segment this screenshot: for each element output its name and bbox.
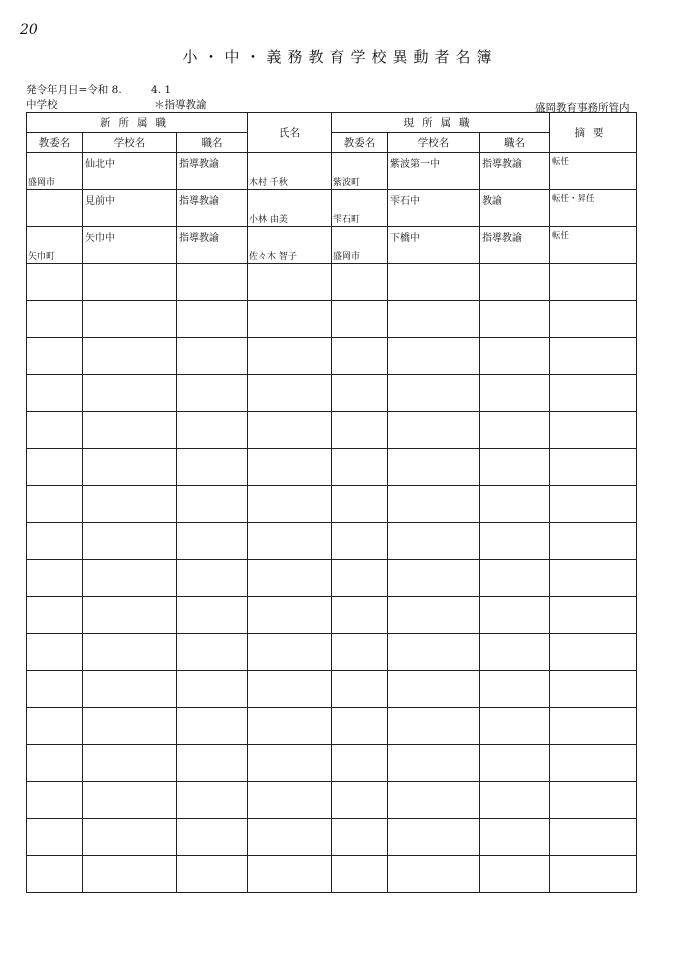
header-new-position: 職名 [177,133,248,153]
table-cell-empty [550,708,637,745]
header-current-board: 教委名 [332,133,388,153]
table-cell-empty [332,708,388,745]
table-cell-empty [27,264,83,301]
table-cell-empty [83,782,177,819]
table-cell-empty [177,745,248,782]
table-cell-empty [83,523,177,560]
table-cell-empty [388,782,480,819]
table-cell-empty [177,264,248,301]
table-cell-empty [332,375,388,412]
table-cell-empty [480,745,550,782]
table-row [27,227,637,264]
current-school: 下橋中 [390,233,420,244]
table-cell-empty [388,264,480,301]
table-cell-empty [27,671,83,708]
table-cell-empty [83,412,177,449]
table-cell-empty [332,412,388,449]
table-cell-empty [388,819,480,856]
header-new-affiliation: 新所属職 [27,113,248,133]
table-cell-empty [550,412,637,449]
header-current-position: 職名 [480,133,550,153]
table-cell-empty [177,412,248,449]
table-cell-empty [388,523,480,560]
table-cell-empty [248,708,332,745]
table-cell-empty [480,486,550,523]
new-position: 指導教諭 [179,196,219,207]
table-row-empty [27,412,637,449]
table-cell-empty [550,856,637,893]
table-cell-empty [27,560,83,597]
table-cell-empty [550,301,637,338]
table-cell-empty [27,449,83,486]
table-cell-empty [83,819,177,856]
table-cell-empty [332,671,388,708]
header-remarks: 摘要 [550,113,637,153]
table-cell-empty [388,412,480,449]
table-cell-empty [480,597,550,634]
table-cell-empty [332,523,388,560]
table-row-empty [27,338,637,375]
table-cell-empty [332,338,388,375]
table-cell-empty [388,671,480,708]
table-cell-empty [388,597,480,634]
table-cell-empty [248,264,332,301]
new-position: 指導教諭 [179,233,219,244]
table-row-empty [27,301,637,338]
table-cell-empty [248,597,332,634]
table-cell-empty [177,449,248,486]
table-cell-empty [27,412,83,449]
table-cell-empty [550,449,637,486]
table-cell-empty [83,634,177,671]
new-school: 見前中 [85,196,115,207]
table-cell-empty [177,486,248,523]
table-cell-empty [177,597,248,634]
table-cell-empty [83,597,177,634]
person-name: 木村 千秋 [249,178,288,188]
table-cell-empty [177,338,248,375]
current-position: 教諭 [482,196,502,207]
empty-rows [27,264,637,893]
table-cell-empty [27,523,83,560]
table-cell-empty [248,634,332,671]
table-cell-empty [480,634,550,671]
table-cell-empty [332,301,388,338]
current-position: 指導教諭 [482,233,522,244]
table-cell-empty [388,745,480,782]
table-cell-empty [332,819,388,856]
table-cell-empty [83,449,177,486]
table-cell-empty [248,412,332,449]
header-new-school: 学校名 [83,133,177,153]
issue-date-day: 1 [164,84,172,96]
table-row-empty [27,745,637,782]
table-cell-empty [177,375,248,412]
issue-date-year: 8. [111,84,122,96]
current-board: 紫波町 [333,178,361,188]
table-cell-empty [550,782,637,819]
table-cell-empty [480,449,550,486]
table-cell-empty [177,782,248,819]
header-current-affiliation: 現所属職 [332,113,550,133]
table-cell-empty [83,338,177,375]
table-cell-empty [480,708,550,745]
table-cell-empty [550,745,637,782]
table-cell-empty [550,523,637,560]
table-cell-empty [27,338,83,375]
remarks: 転任 [552,157,570,167]
table-cell-empty [83,745,177,782]
table-cell-empty [27,486,83,523]
table-cell-empty [248,301,332,338]
table-cell-empty [27,856,83,893]
table-cell-empty [480,523,550,560]
table-cell-empty [480,560,550,597]
table-cell-empty [83,301,177,338]
table-cell-empty [248,486,332,523]
new-board: 盛岡市 [28,178,56,188]
table-cell-empty [83,856,177,893]
header-name: 氏名 [248,113,332,153]
table-cell-empty [177,708,248,745]
table-cell-empty [248,375,332,412]
issue-date-label: 発令年月日=令和 [26,84,109,96]
current-school: 雫石中 [390,196,420,207]
table-cell-empty [550,634,637,671]
table-cell-empty [550,597,637,634]
table-cell-empty [83,671,177,708]
table-cell-empty [550,338,637,375]
table-cell-empty [248,560,332,597]
table-row-empty [27,782,637,819]
table-row-empty [27,523,637,560]
current-board: 雫石町 [333,215,361,225]
table-row [27,190,637,227]
table-cell-empty [550,819,637,856]
table-cell-empty [27,708,83,745]
table-cell-empty [550,560,637,597]
table-cell-empty [388,301,480,338]
table-cell-empty [388,560,480,597]
table-cell-empty [248,523,332,560]
table-cell-empty [83,708,177,745]
table-cell-empty [480,301,550,338]
table-cell-empty [27,782,83,819]
table-row-empty [27,819,637,856]
table-row-empty [27,856,637,893]
table-row [27,153,637,190]
table-row-empty [27,449,637,486]
table-cell-empty [480,671,550,708]
table-row-empty [27,264,637,301]
table-cell-empty [388,856,480,893]
new-school: 矢巾中 [85,233,115,244]
table-cell-empty [480,412,550,449]
office-name: 盛岡教育事務所管内 [535,102,630,114]
new-school: 仙北中 [85,159,115,170]
table-cell-empty [550,264,637,301]
table-cell-empty [248,745,332,782]
table-cell-empty [480,819,550,856]
table-cell-empty [177,819,248,856]
table-cell-empty [332,449,388,486]
header-current-school: 学校名 [388,133,480,153]
table-cell-empty [550,486,637,523]
table-cell-empty [332,856,388,893]
issue-date-month: 4. [151,84,162,96]
person-name: 小林 由美 [249,215,288,225]
table-row-empty [27,634,637,671]
table-cell-empty [332,264,388,301]
table-cell-empty [177,671,248,708]
table-cell-empty [480,338,550,375]
table-row-empty [27,560,637,597]
person-name: 佐々木 智子 [249,252,297,262]
new-position: 指導教諭 [179,159,219,170]
table-row-empty [27,708,637,745]
table-cell-empty [332,597,388,634]
table-row-empty [27,597,637,634]
table-cell-empty [550,671,637,708]
table-cell-empty [332,634,388,671]
table-cell-empty [177,634,248,671]
table-cell-empty [248,782,332,819]
table-cell-empty [177,301,248,338]
table-cell-empty [332,560,388,597]
table-cell-empty [248,449,332,486]
header-new-board: 教委名 [27,133,83,153]
school-type: 中学校 [26,99,58,111]
current-school: 紫波第一中 [390,159,440,170]
current-position: 指導教諭 [482,159,522,170]
table-cell-empty [332,745,388,782]
table-row-empty [27,375,637,412]
table-cell-empty [480,375,550,412]
page-number: 20 [20,22,38,38]
table-cell-empty [248,671,332,708]
table-cell-empty [248,819,332,856]
position-note: ＊指導教諭 [154,99,207,111]
table-cell-empty [332,782,388,819]
transfer-table [26,112,637,893]
table-cell-empty [550,375,637,412]
table-cell-empty [388,375,480,412]
table-cell-empty [177,856,248,893]
new-board: 矢巾町 [28,252,56,262]
table-cell-empty [177,523,248,560]
table-cell-empty [27,819,83,856]
table-cell-empty [248,856,332,893]
remarks: 転任 [552,231,570,241]
table-cell-empty [83,560,177,597]
table-row-empty [27,671,637,708]
table-cell-empty [388,449,480,486]
table-cell-empty [27,375,83,412]
table-cell-empty [248,338,332,375]
table-cell-empty [388,338,480,375]
table-cell-empty [177,560,248,597]
table-cell-empty [480,264,550,301]
document-title: 小・中・義務教育学校異動者名簿 [182,48,498,66]
table-cell-empty [480,782,550,819]
table-cell-empty [27,597,83,634]
table-cell-empty [27,634,83,671]
table-cell-empty [388,634,480,671]
table-cell-empty [83,264,177,301]
issue-date [26,82,171,97]
table-cell-empty [480,856,550,893]
table-cell-empty [27,745,83,782]
table-cell-empty [83,486,177,523]
table-cell-empty [388,486,480,523]
table-row-empty [27,486,637,523]
table-cell-empty [83,375,177,412]
table-cell-empty [332,486,388,523]
table-cell-empty [27,301,83,338]
table-cell-empty [388,708,480,745]
remarks: 転任・昇任 [552,194,595,204]
current-board: 盛岡市 [333,252,361,262]
